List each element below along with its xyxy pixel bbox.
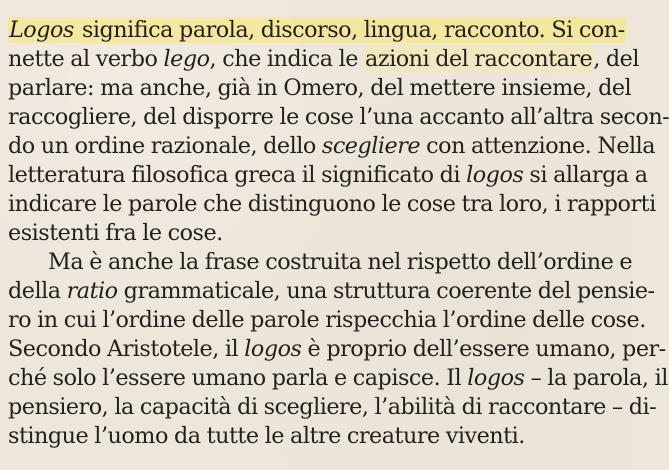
- text-segment: ché solo l’essere umano parla e capisce. Il: [8, 365, 468, 391]
- paragraph-2-line-2: [8, 277, 655, 306]
- text-segment: si allarga a: [523, 162, 648, 188]
- paragraph-2-line-3: [8, 306, 646, 335]
- text-segment: della: [8, 278, 67, 304]
- paragraph-2-line-1: [48, 248, 633, 277]
- paragraph-1-line-2: [8, 45, 639, 74]
- paragraph-1-line-1: [8, 16, 625, 45]
- text-segment: grammaticale, una struttura coerente del pensie-: [117, 278, 655, 304]
- paragraph-1-line-5: [8, 132, 656, 161]
- paragraph-1-line-4: [8, 103, 669, 132]
- paragraph-2-line-6: [8, 393, 657, 422]
- text-segment: Ma è anche la frase costruita nel rispetto dell’ordine e: [48, 249, 633, 275]
- text-segment: letteratura filosofica greca il significato di: [8, 162, 467, 188]
- italic-word: scegliere: [321, 133, 421, 159]
- italic-word: logos: [244, 336, 302, 362]
- paragraph-1-line-7: [8, 190, 656, 219]
- paragraph-2-line-5: [8, 364, 668, 393]
- text-segment: nette al verbo: [8, 46, 164, 72]
- text-segment: è proprio dell’essere umano, per-: [301, 336, 666, 362]
- text-segment: Secondo Aristotele, il: [8, 336, 245, 362]
- text-segment: , del: [593, 46, 639, 72]
- italic-word: ratio: [66, 278, 118, 304]
- text-segment: ro in cui l’ordine delle parole rispecchia l’ordine delle cose.: [8, 307, 646, 333]
- text-segment: pensiero, la capacità di scegliere, l’abilità di raccontare – di-: [8, 394, 657, 420]
- highlighted-word: Logos: [9, 17, 74, 43]
- text-segment: esistenti fra le cose.: [8, 220, 223, 246]
- text-segment: do un ordine razionale, dello: [8, 133, 322, 159]
- italic-word: logos: [467, 365, 525, 391]
- text-segment: indicare le parole che distinguono le cose tra loro, i rapporti: [8, 191, 656, 217]
- paragraph-1-line-3: [8, 74, 632, 103]
- highlighted-text: azioni del raccontare: [365, 46, 593, 72]
- text-segment: stingue l’uomo da tutte le altre creature viventi.: [8, 423, 525, 449]
- text-segment: – la parola, il: [524, 365, 668, 391]
- paragraph-2-line-7: [8, 422, 525, 451]
- italic-word: lego: [163, 46, 210, 72]
- paragraph-1-line-8: [8, 219, 223, 248]
- paragraph-2-line-4: [8, 335, 666, 364]
- italic-word: logos: [466, 162, 524, 188]
- text-segment: raccogliere, del disporre le cose l’una accanto all’altra secon-: [8, 104, 669, 130]
- highlighted-text: significa parola, discorso, lingua, racconto. Si con-: [75, 17, 625, 43]
- text-segment: con attenzione. Nella: [420, 133, 656, 159]
- text-segment: , che indica le: [209, 46, 365, 72]
- text-segment: parlare: ma anche, già in Omero, del mettere insieme, del: [8, 75, 632, 101]
- paragraph-1-line-6: [8, 161, 648, 190]
